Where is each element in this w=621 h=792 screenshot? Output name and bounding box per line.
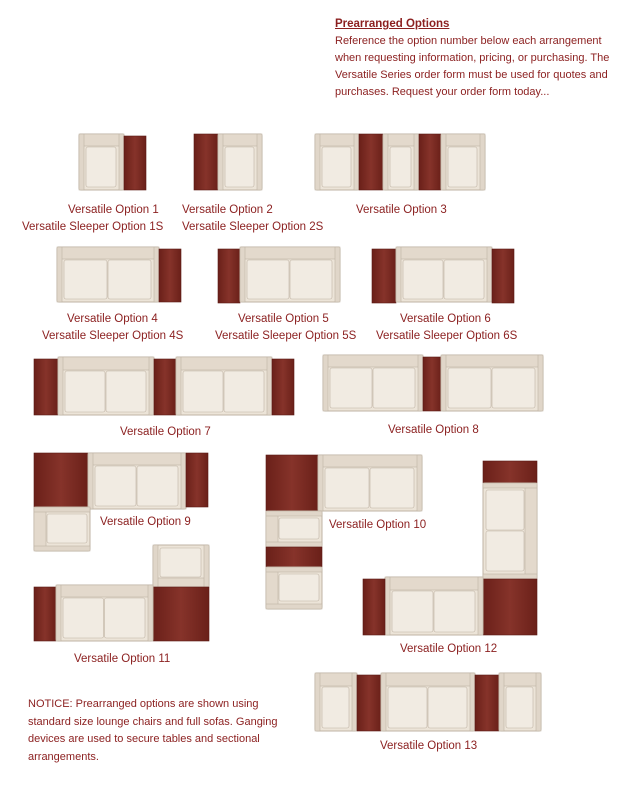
seat-cushion (486, 490, 524, 530)
table (153, 587, 209, 641)
seat-back (500, 673, 540, 686)
seat-arm (266, 511, 322, 516)
seat-arm (352, 673, 357, 731)
seat-cushion (390, 147, 411, 187)
seat-cushion (403, 260, 443, 299)
seat-back (319, 455, 421, 467)
caption-option-7: Versatile Option 7 (120, 426, 211, 438)
seat-arm (148, 585, 153, 641)
seat-arm (181, 453, 186, 509)
page-title: Prearranged Options (335, 18, 450, 30)
seat-cushion (428, 687, 467, 728)
table (34, 453, 88, 507)
seat-arm (88, 453, 93, 509)
seat-cushion (448, 147, 477, 187)
table (34, 359, 58, 415)
caption-option-13: Versatile Option 13 (380, 740, 478, 752)
caption-sleeper-6s: Versatile Sleeper Option 6S (376, 330, 518, 342)
seat-cushion (47, 514, 87, 543)
seat-back (58, 247, 158, 259)
table (266, 547, 322, 567)
seat-cushion (224, 371, 264, 412)
caption-option-10: Versatile Option 10 (329, 519, 427, 531)
seat-arm (266, 604, 322, 609)
seat-back (80, 134, 123, 146)
seat-arm (478, 577, 483, 635)
seat-cushion (279, 518, 319, 539)
seat-back (386, 577, 482, 590)
seat-back (241, 247, 339, 259)
seat-cushion (486, 531, 524, 571)
seat-back (384, 134, 418, 146)
seat-arm (354, 134, 359, 190)
caption-option-8: Versatile Option 8 (388, 424, 479, 436)
caption-option-4: Versatile Option 4 (67, 313, 158, 325)
seat-arm (335, 247, 340, 302)
seat-arm (318, 455, 323, 511)
seat-back (324, 355, 422, 367)
seat-cushion (444, 260, 484, 299)
caption-sleeper-2s: Versatile Sleeper Option 2S (182, 221, 324, 233)
seat-arm (396, 247, 401, 302)
seat-back (525, 484, 537, 578)
seat-arm (480, 134, 485, 190)
table (272, 359, 294, 415)
table (159, 249, 181, 302)
seat-back (154, 578, 208, 587)
seat-cushion (434, 591, 475, 632)
seat-arm (240, 247, 245, 302)
caption-option-11: Versatile Option 11 (74, 653, 171, 665)
seat-cushion (506, 687, 533, 728)
seat-arm (79, 134, 84, 190)
seat-arm (57, 247, 62, 302)
seat-cushion (137, 466, 178, 506)
seat-back (266, 512, 278, 546)
seat-arm (315, 673, 320, 731)
seat-cushion (183, 371, 223, 412)
seat-cushion (64, 260, 107, 299)
seat-arm (218, 134, 223, 190)
caption-option-5: Versatile Option 5 (238, 313, 329, 325)
seat-back (89, 453, 185, 465)
seat-back (316, 134, 358, 146)
table (423, 357, 441, 411)
table (475, 675, 499, 731)
seat-back (382, 673, 474, 686)
seat-cushion (392, 591, 433, 632)
table (154, 359, 176, 415)
seat-cushion (492, 368, 535, 408)
seat-arm (487, 247, 492, 302)
seat-cushion (108, 260, 151, 299)
table (372, 249, 396, 303)
caption-option-2: Versatile Option 2 (182, 204, 273, 216)
seat-cushion (247, 260, 289, 299)
seat-cushion (105, 598, 146, 638)
seat-arm (149, 357, 154, 415)
seat-arm (470, 673, 475, 731)
table (186, 453, 208, 507)
seat-cushion (106, 371, 146, 412)
seat-cushion (370, 468, 414, 508)
seat-cushion (160, 548, 201, 577)
seat-back (57, 585, 152, 597)
seat-arm (383, 134, 388, 190)
seat-cushion (65, 371, 105, 412)
seat-arm (56, 585, 61, 641)
table (492, 249, 514, 303)
seat-cushion (279, 574, 319, 601)
table (359, 134, 383, 190)
seat-cushion (322, 147, 351, 187)
seat-cushion (325, 468, 369, 508)
intro-text: Reference the option number below each arrangement when requesting information, pricing, or purchasing. The Versatile Series order form must be used for quotes and purchases. Request your order form today... (335, 35, 610, 98)
seat-arm (441, 134, 446, 190)
table (124, 136, 146, 190)
seat-cushion (86, 147, 116, 187)
seat-arm (538, 355, 543, 411)
seat-back (442, 355, 542, 367)
table (483, 461, 537, 483)
seat-arm (536, 673, 541, 731)
seat-cushion (95, 466, 136, 506)
seat-back (397, 247, 491, 259)
seat-arm (417, 455, 422, 511)
seat-arm (204, 545, 209, 587)
seat-cushion (63, 598, 104, 638)
caption-sleeper-5s: Versatile Sleeper Option 5S (215, 330, 357, 342)
seat-arm (267, 357, 272, 415)
seat-arm (34, 507, 90, 512)
table (34, 587, 56, 641)
table (357, 675, 381, 731)
seat-arm (257, 134, 262, 190)
table (483, 579, 537, 635)
seat-arm (499, 673, 504, 731)
seat-arm (414, 134, 419, 190)
caption-option-6: Versatile Option 6 (400, 313, 491, 325)
seat-arm (119, 134, 124, 190)
seat-back (177, 357, 271, 370)
seat-back (219, 134, 261, 146)
seat-cushion (388, 687, 427, 728)
seat-back (266, 568, 278, 608)
caption-sleeper-1s: Versatile Sleeper Option 1S (22, 221, 164, 233)
seat-arm (58, 357, 63, 415)
seat-back (316, 673, 356, 686)
seat-arm (315, 134, 320, 190)
table (218, 249, 240, 303)
seat-arm (266, 542, 322, 547)
seat-arm (323, 355, 328, 411)
table (419, 134, 441, 190)
caption-option-1: Versatile Option 1 (68, 204, 159, 216)
seat-cushion (290, 260, 332, 299)
seat-arm (381, 673, 386, 731)
seat-cushion (322, 687, 349, 728)
seat-back (34, 508, 46, 550)
table (194, 134, 218, 190)
seat-back (59, 357, 153, 370)
seat-back (442, 134, 484, 146)
seat-arm (418, 355, 423, 411)
seat-arm (34, 546, 90, 551)
seat-arm (385, 577, 390, 635)
notice-text: NOTICE: Prearranged options are shown using standard size lounge chairs and full sofas. Ganging devices are used to secure tables and sectional arrangements. (28, 698, 278, 763)
seat-cushion (225, 147, 254, 187)
caption-option-9: Versatile Option 9 (100, 516, 191, 528)
seat-cushion (448, 368, 491, 408)
seat-arm (154, 247, 159, 302)
table (363, 579, 385, 635)
seat-cushion (330, 368, 372, 408)
seat-arm (441, 355, 446, 411)
caption-sleeper-4s: Versatile Sleeper Option 4S (42, 330, 184, 342)
seat-arm (153, 545, 158, 587)
table (266, 455, 318, 511)
seat-arm (176, 357, 181, 415)
seat-cushion (373, 368, 415, 408)
caption-option-3: Versatile Option 3 (356, 204, 447, 216)
seat-arm (483, 574, 537, 579)
seat-arm (266, 567, 322, 572)
caption-option-12: Versatile Option 12 (400, 643, 498, 655)
seat-arm (483, 483, 537, 488)
